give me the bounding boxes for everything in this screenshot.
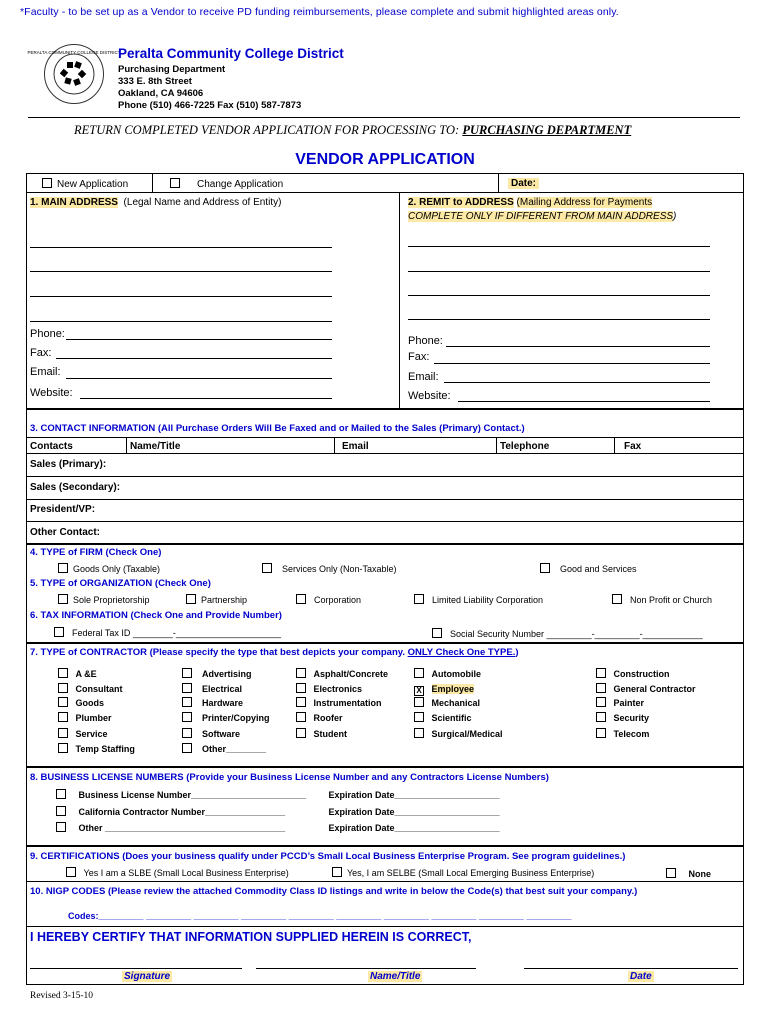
checkbox[interactable] (54, 627, 64, 637)
new-application-option[interactable]: New Application (42, 178, 128, 190)
organization-section-title: 5. TYPE of ORGANIZATION (Check One) (30, 578, 211, 589)
contractor-section-title: 7. TYPE of CONTRACTOR (Please specify the type that best depicts your company. ONLY Check One TYPE.) (30, 647, 519, 658)
contractor-other-option[interactable]: Other________ (182, 742, 270, 757)
district-logo (27, 44, 121, 104)
faculty-note: *Faculty - to be set up as a Vendor to receive PD funding reimbursements, please complete and submit highlighted areas only. (20, 6, 619, 18)
logo-text: PERALTA COMMUNITY COLLEGE DISTRICT (27, 50, 121, 55)
certify-statement: I HEREBY CERTIFY THAT INFORMATION SUPPLIED HEREIN IS CORRECT, (30, 930, 472, 944)
dept-name: Purchasing Department (118, 64, 226, 75)
fax-header: Fax (624, 441, 642, 452)
return-prefix: RETURN COMPLETED VENDOR APPLICATION FOR PROCESSING TO: (74, 123, 463, 137)
remit-address-line-2[interactable] (408, 271, 710, 272)
remit-address-line-3[interactable] (408, 295, 710, 296)
return-dept: PURCHASING DEPARTMENT (462, 123, 632, 137)
checkbox[interactable] (262, 563, 272, 573)
checkbox[interactable] (42, 178, 52, 188)
contractor-construction-option[interactable]: Construction (596, 667, 696, 682)
main-email-field[interactable] (66, 378, 332, 379)
contractor-student-option[interactable]: Student (296, 727, 388, 742)
contractor-hardware-option[interactable]: Hardware (182, 696, 270, 711)
signature-line[interactable] (30, 968, 242, 969)
main-address-line-2[interactable] (30, 271, 332, 272)
org-name: Peralta Community College District (118, 46, 344, 61)
contractor-printer-option[interactable]: Printer/Copying (182, 711, 270, 726)
contact-row-other: Other Contact: (30, 527, 100, 538)
name-title-header: Name/Title (130, 441, 181, 452)
date-label: Date: (508, 178, 539, 189)
remit-fax-label: Fax: (408, 351, 430, 363)
contact-section-title: 3. CONTACT INFORMATION (All Purchase Orders Will Be Faxed and or Mailed to the Sales (Primary) Contact.) (30, 423, 525, 434)
cert-section-title: 9. CERTIFICATIONS (Does your business qualify under PCCD’s Small Local Business Enterprise Program. See program guidelines.) (30, 851, 626, 862)
nigp-section-title: 10. NIGP CODES (Please review the attached Commodity Class ID listings and write in below the Code(s) that best suit your company.) (30, 886, 638, 897)
remit-website-field[interactable] (458, 401, 710, 402)
remit-address-line-4[interactable] (408, 319, 710, 320)
checkbox[interactable] (296, 594, 306, 604)
contractor-goods-option[interactable]: Goods (58, 696, 135, 711)
contractor-instrumentation-option[interactable]: Instrumentation (296, 696, 388, 711)
remit-email-field[interactable] (444, 382, 710, 383)
header-divider (28, 117, 740, 118)
business-license-row[interactable]: Business License Number_______________________ Expiration Date_____________________ (56, 787, 500, 804)
email-header: Email (342, 441, 369, 452)
contacts-header: Contacts (30, 441, 73, 452)
form-title: VENDOR APPLICATION (295, 151, 475, 168)
org-address (118, 64, 301, 112)
remit-phone-field[interactable] (446, 346, 710, 347)
checkbox[interactable] (170, 178, 180, 188)
return-instructions (74, 123, 631, 138)
remit-email-label: Email: (408, 371, 439, 383)
contractor-col-4 (414, 667, 503, 742)
telephone-header: Telephone (500, 441, 550, 452)
contractor-painter-option[interactable]: Painter (596, 696, 696, 711)
contractor-license-row[interactable]: California Contractor Number________________ Expiration Date_____________________ (56, 804, 500, 821)
slbe-option[interactable]: Yes I am a SLBE (Small Local Business Enterprise) (66, 867, 289, 878)
date-line[interactable] (524, 968, 738, 969)
change-application-option[interactable]: Change Application (170, 178, 283, 190)
remit-address-heading: 2. REMIT to ADDRESS (Mailing Address for Payments (408, 197, 653, 208)
contact-row-sales-secondary: Sales (Secondary): (30, 482, 121, 493)
firm-goods-option[interactable]: Goods Only (Taxable) (58, 563, 160, 574)
checkbox[interactable] (432, 628, 442, 638)
contractor-electrical-option[interactable]: Electrical (182, 682, 270, 697)
contractor-employee-option[interactable]: X Employee (414, 682, 503, 697)
license-rows (56, 787, 500, 837)
contractor-col-2 (182, 667, 270, 756)
contractor-automobile-option[interactable]: Automobile (414, 667, 503, 682)
remit-website-label: Website: (408, 390, 451, 402)
contractor-ae-option[interactable]: A &E (58, 667, 135, 682)
main-address-heading: 1. MAIN ADDRESS (Legal Name and Address of Entity) (30, 197, 282, 208)
firm-services-option[interactable]: Services Only (Non-Taxable) (262, 563, 397, 574)
main-website-field[interactable] (80, 398, 332, 399)
contractor-consultant-option[interactable]: Consultant (58, 682, 135, 697)
remit-address-line-1[interactable] (408, 246, 710, 247)
license-section-title: 8. BUSINESS LICENSE NUMBERS (Provide your Business License Number and any Contractors License Numbers) (30, 772, 549, 783)
logo-emblem-icon (27, 45, 121, 103)
firm-section-title: 4. TYPE of FIRM (Check One) (30, 547, 162, 558)
main-fax-field[interactable] (56, 358, 332, 359)
remit-fax-field[interactable] (434, 363, 710, 364)
nigp-codes-field[interactable]: Codes:_________ _________ _________ _________ _________ _________ _________ _________ _________ _________ (68, 911, 572, 921)
contractor-scientific-option[interactable]: Scientific (414, 711, 503, 726)
tax-section-title: 6. TAX INFORMATION (Check One and Provide Number) (30, 610, 282, 621)
main-phone-label: Phone: (30, 328, 65, 340)
checkbox[interactable] (66, 867, 76, 877)
contractor-col-1 (58, 667, 135, 756)
org-corporation-option[interactable]: Corporation (296, 594, 361, 605)
contractor-col-5 (596, 667, 696, 742)
main-phone-field[interactable] (66, 339, 332, 340)
contractor-mechanical-option[interactable]: Mechanical (414, 696, 503, 711)
contractor-surgical-option[interactable]: Surgical/Medical (414, 727, 503, 742)
contractor-service-option[interactable]: Service (58, 727, 135, 742)
checkbox[interactable] (666, 868, 676, 878)
contractor-asphalt-option[interactable]: Asphalt/Concrete (296, 667, 388, 682)
main-website-label: Website: (30, 387, 73, 399)
contractor-software-option[interactable]: Software (182, 727, 270, 742)
remit-phone-label: Phone: (408, 335, 443, 347)
contact-row-president: President/VP: (30, 504, 96, 515)
none-option[interactable]: None (666, 868, 711, 879)
remit-address-note: COMPLETE ONLY IF DIFFERENT FROM MAIN ADDRESS) (408, 211, 677, 222)
revised-date: Revised 3-15-10 (30, 991, 94, 1001)
checkbox[interactable] (58, 594, 68, 604)
contractor-plumber-option[interactable]: Plumber (58, 711, 135, 726)
signature-label: Signature (124, 971, 171, 982)
contractor-roofer-option[interactable]: Roofer (296, 711, 388, 726)
other-license-row[interactable]: Other ____________________________________ Expiration Date_____________________ (56, 820, 500, 837)
contact-row-sales-primary: Sales (Primary): (30, 459, 107, 470)
contractor-electronics-option[interactable]: Electronics (296, 682, 388, 697)
ssn-option[interactable]: Social Security Number _________-_________-____________ (432, 628, 703, 639)
main-fax-label: Fax: (30, 347, 52, 359)
phone-fax: Phone (510) 466-7225 Fax (510) 587-7873 (118, 100, 302, 111)
org-nonprofit-option[interactable]: Non Profit or Church (612, 594, 712, 605)
main-address-line-4[interactable] (30, 321, 332, 322)
org-llc-option[interactable]: Limited Liability Corporation (414, 594, 543, 605)
org-partnership-option[interactable]: Partnership (186, 594, 247, 605)
org-sole-prop-option[interactable]: Sole Proprietorship (58, 594, 150, 605)
firm-goods-services-option[interactable]: Good and Services (540, 563, 637, 574)
selbe-option[interactable]: Yes, I am SELBE (Small Local Emerging Business Enterprise) (332, 867, 594, 878)
checked-box-icon[interactable]: X (414, 686, 424, 696)
federal-tax-id-option[interactable]: Federal Tax ID ________-_____________________ (54, 627, 281, 638)
contractor-col-3 (296, 667, 388, 742)
name-title-line[interactable] (256, 968, 476, 969)
checkbox[interactable] (332, 867, 342, 877)
checkbox[interactable] (612, 594, 622, 604)
main-address-line-1[interactable] (30, 247, 332, 248)
contractor-telecom-option[interactable]: Telecom (596, 727, 696, 742)
contractor-temp-option[interactable]: Temp Staffing (58, 742, 135, 757)
contractor-advertising-option[interactable]: Advertising (182, 667, 270, 682)
checkbox[interactable] (414, 594, 424, 604)
checkbox[interactable] (186, 594, 196, 604)
main-email-label: Email: (30, 366, 61, 378)
main-address-line-3[interactable] (30, 296, 332, 297)
contractor-general-option[interactable]: General Contractor (596, 682, 696, 697)
checkbox[interactable] (540, 563, 550, 573)
contractor-security-option[interactable]: Security (596, 711, 696, 726)
city-address: Oakland, CA 94606 (118, 88, 204, 99)
date-sig-label: Date (630, 971, 652, 982)
checkbox[interactable] (58, 563, 68, 573)
name-title-label: Name/Title (370, 971, 421, 982)
street-address: 333 E. 8th Street (118, 76, 192, 87)
